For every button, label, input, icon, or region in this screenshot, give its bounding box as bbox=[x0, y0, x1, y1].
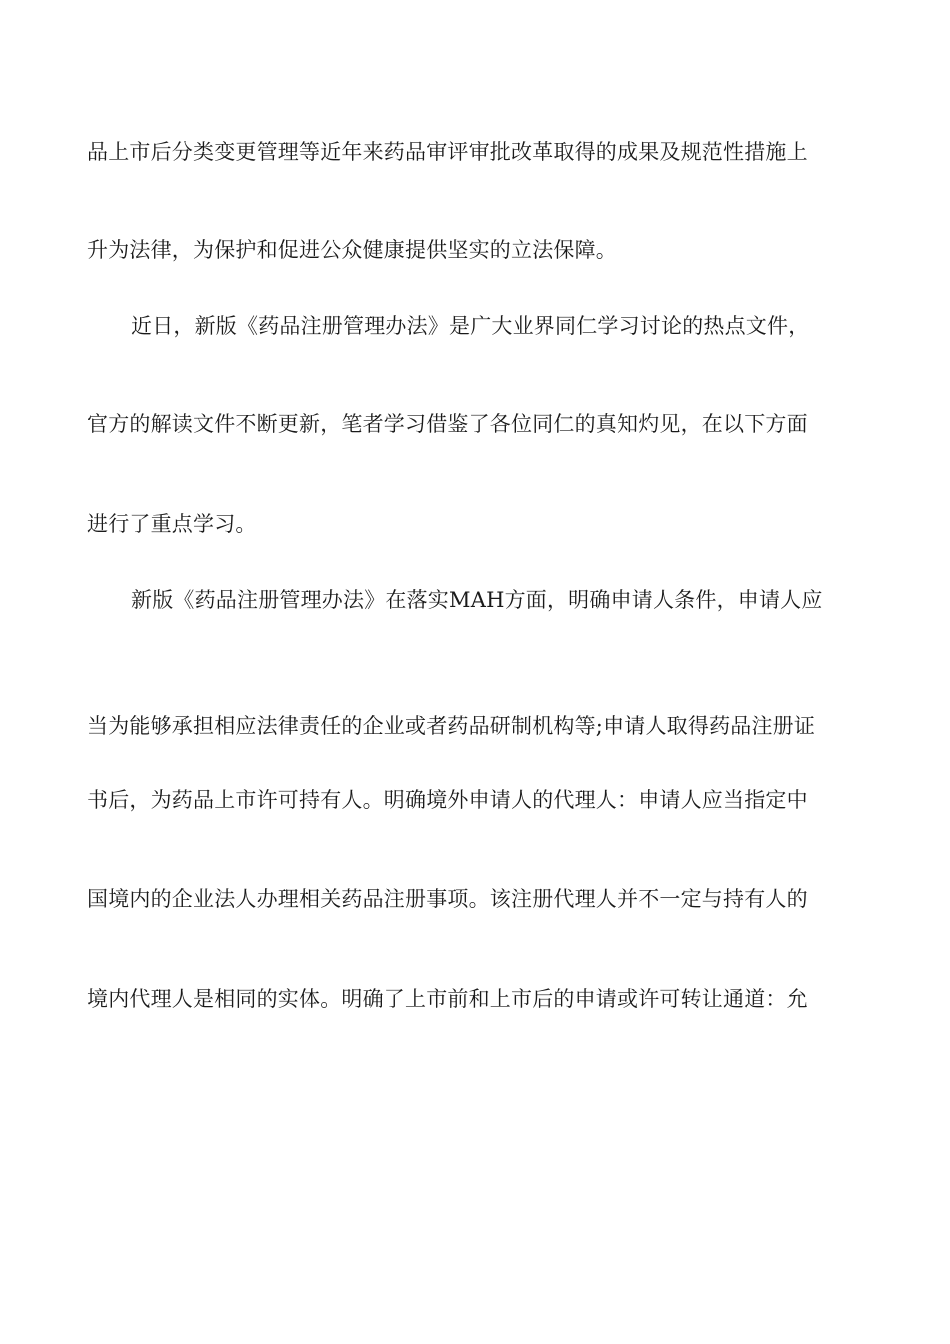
paragraph-line: 品上市后分类变更管理等近年来药品审评审批改革取得的成果及规范性措施上 bbox=[87, 140, 808, 164]
paragraph-line: 国境内的企业法人办理相关药品注册事项。该注册代理人并不一定与持有人的 bbox=[87, 887, 808, 911]
paragraph-line: 书后，为药品上市许可持有人。明确境外申请人的代理人：申请人应当指定中 bbox=[87, 788, 808, 812]
paragraph-line: 进行了重点学习。 bbox=[87, 512, 257, 536]
paragraph-first-line: 近日，新版《药品注册管理办法》是广大业界同仁学习讨论的热点文件， bbox=[131, 314, 810, 338]
paragraph-first-line: 新版《药品注册管理办法》在落实MAH方面，明确申请人条件，申请人应 bbox=[131, 588, 823, 612]
paragraph-line: 官方的解读文件不断更新，笔者学习借鉴了各位同仁的真知灼见，在以下方面 bbox=[87, 412, 808, 436]
paragraph-line: 境内代理人是相同的实体。明确了上市前和上市后的申请或许可转让通道：允 bbox=[87, 987, 808, 1011]
paragraph-line: 升为法律，为保护和促进公众健康提供坚实的立法保障。 bbox=[87, 238, 617, 262]
paragraph-line: 当为能够承担相应法律责任的企业或者药品研制机构等;申请人取得药品注册证 bbox=[87, 714, 816, 738]
